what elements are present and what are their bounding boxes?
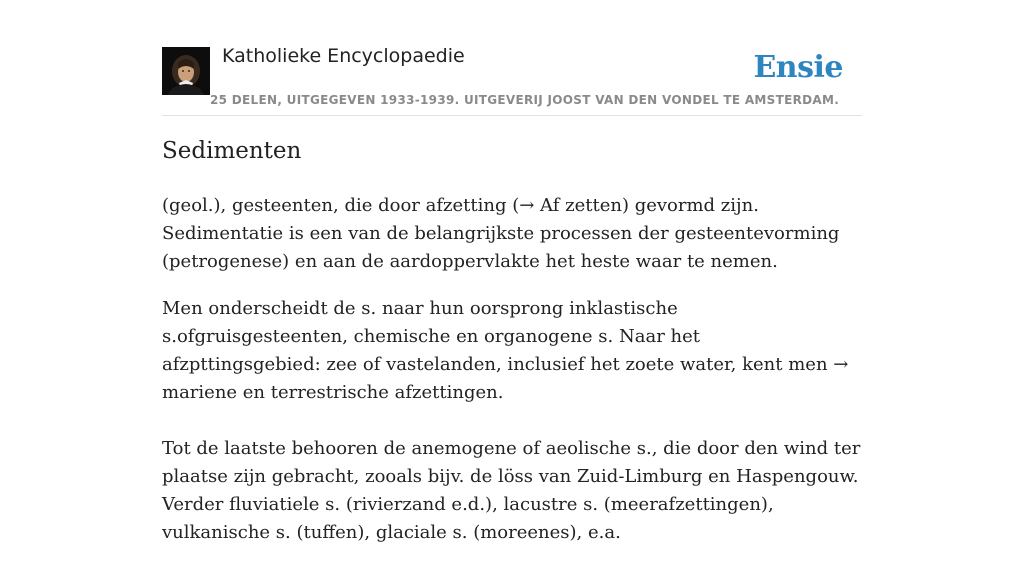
entry-paragraph-3: Tot de laatste behooren de anemogene of aeolische s., die door den wind ter plaatse zijn gebracht, zooals bijv. de löss van Zuid-Limburg en Haspengouw. Verder fluviatiele s. (rivierzand e.d.), lacustre s. (meerafzettingen), vulkanische s. (tuffen), glaciale s. (moreenes), e.a.	[162, 438, 861, 543]
entry-body	[162, 192, 862, 566]
entry-paragraph-2: Men onderscheidt de s. naar hun oorsprong inklastische s.ofgruisgesteenten, chemische en organogene s. Naar het afzpttingsgebied: zee of vastelanden, inclusief het zoete water, kent men → mariene en terrestrische afzettingen.	[162, 298, 849, 403]
portrait-avatar-icon[interactable]	[162, 47, 210, 95]
entry-title: Sedimenten	[162, 138, 302, 164]
page	[162, 0, 862, 543]
ensie-logo-link[interactable]: Ensie	[753, 50, 843, 85]
source-title[interactable]: Katholieke Encyclopaedie	[222, 45, 465, 67]
source-header	[162, 0, 862, 116]
source-subtitle: 25 DELEN, UITGEGEVEN 1933-1939. UITGEVERIJ JOOST VAN DEN VONDEL TE AMSTERDAM.	[210, 93, 840, 107]
entry-paragraph-1: (geol.), gesteenten, die door afzetting (→ Af zetten) gevormd zijn. Sedimentatie is een van de belangrijkste processen der gesteentevorming (petrogenese) en aan de aardoppervlakte het heste waar te nemen.	[162, 195, 840, 272]
